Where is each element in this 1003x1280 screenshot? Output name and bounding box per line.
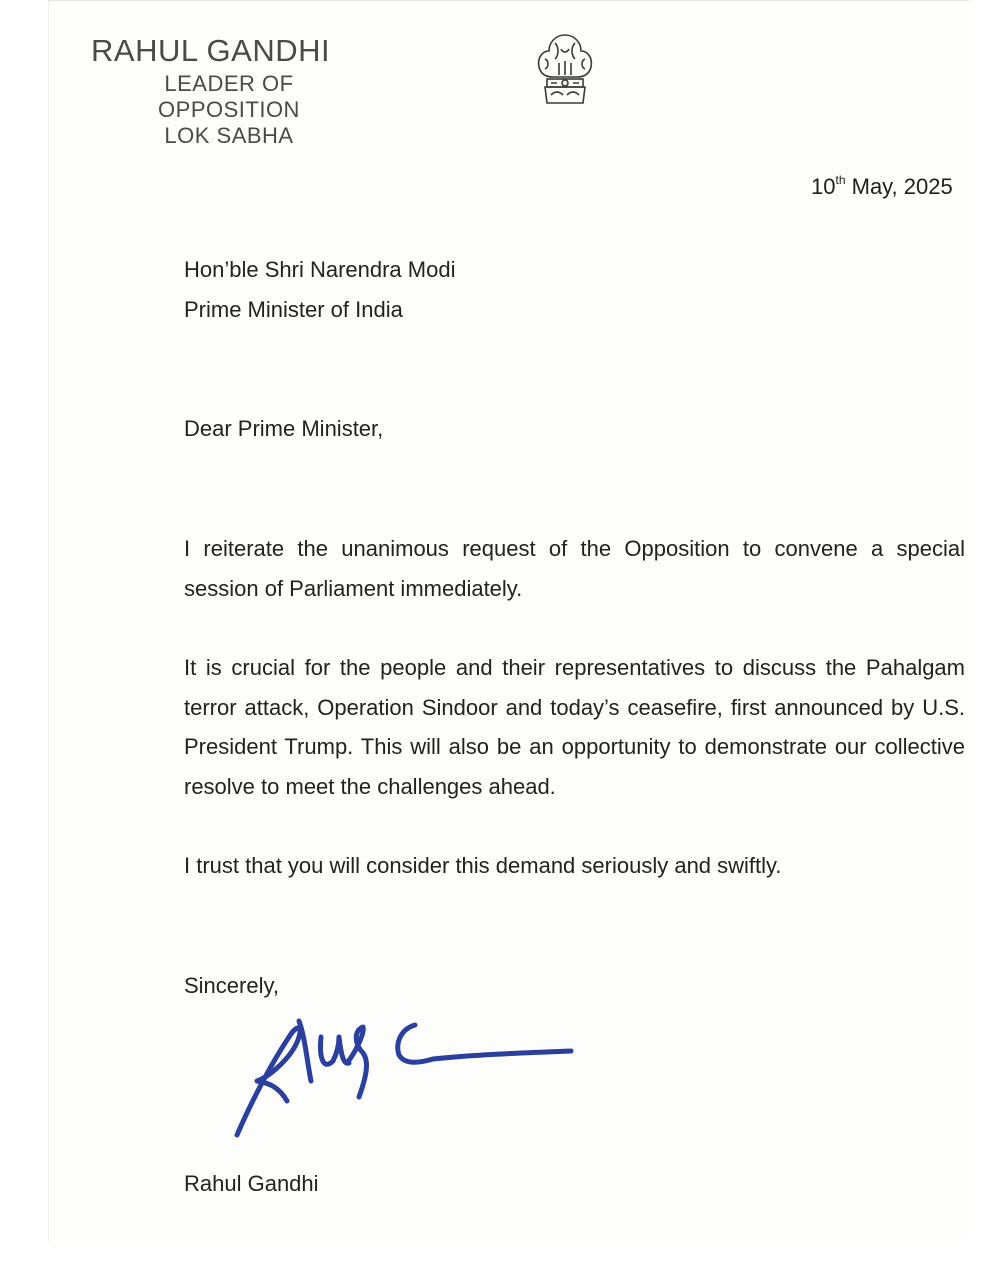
letterhead-house: LOK SABHA bbox=[164, 123, 294, 148]
paragraph-1: I reiterate the unanimous request of the Opposition to convene a special session of Parliament immediately. bbox=[184, 536, 965, 601]
recipient-title: Prime Minister of India bbox=[184, 296, 403, 322]
national-emblem-icon bbox=[525, 29, 605, 139]
letterhead-title: LEADER OF OPPOSITION bbox=[158, 71, 300, 122]
date-suffix: th bbox=[835, 173, 846, 187]
date-day: 10 bbox=[811, 174, 836, 199]
recipient-name: Hon’ble Shri Narendra Modi bbox=[184, 257, 456, 282]
letter-date bbox=[811, 173, 953, 200]
paragraph-2: It is crucial for the people and their representatives to discuss the Pahalgam terror attack, Operation Sindoor and today’s ceasefire, first announced by U.S. President Trump. This will also be an opportunity to demonstrate our collective resolve to meet the challenges ahead. bbox=[184, 655, 965, 799]
signer-name: Rahul Gandhi bbox=[184, 1171, 319, 1196]
letter-sheet bbox=[48, 0, 969, 1241]
date-rest: May, 2025 bbox=[845, 174, 953, 199]
recipient-block bbox=[184, 250, 965, 329]
letterhead-name: RAHUL GANDHI bbox=[91, 33, 331, 68]
letterhead bbox=[91, 33, 359, 149]
salutation: Dear Prime Minister, bbox=[184, 416, 384, 441]
closing: Sincerely, bbox=[184, 973, 279, 998]
paragraph-3: I trust that you will consider this demand seriously and swiftly. bbox=[184, 853, 782, 878]
handwritten-signature bbox=[229, 997, 579, 1142]
